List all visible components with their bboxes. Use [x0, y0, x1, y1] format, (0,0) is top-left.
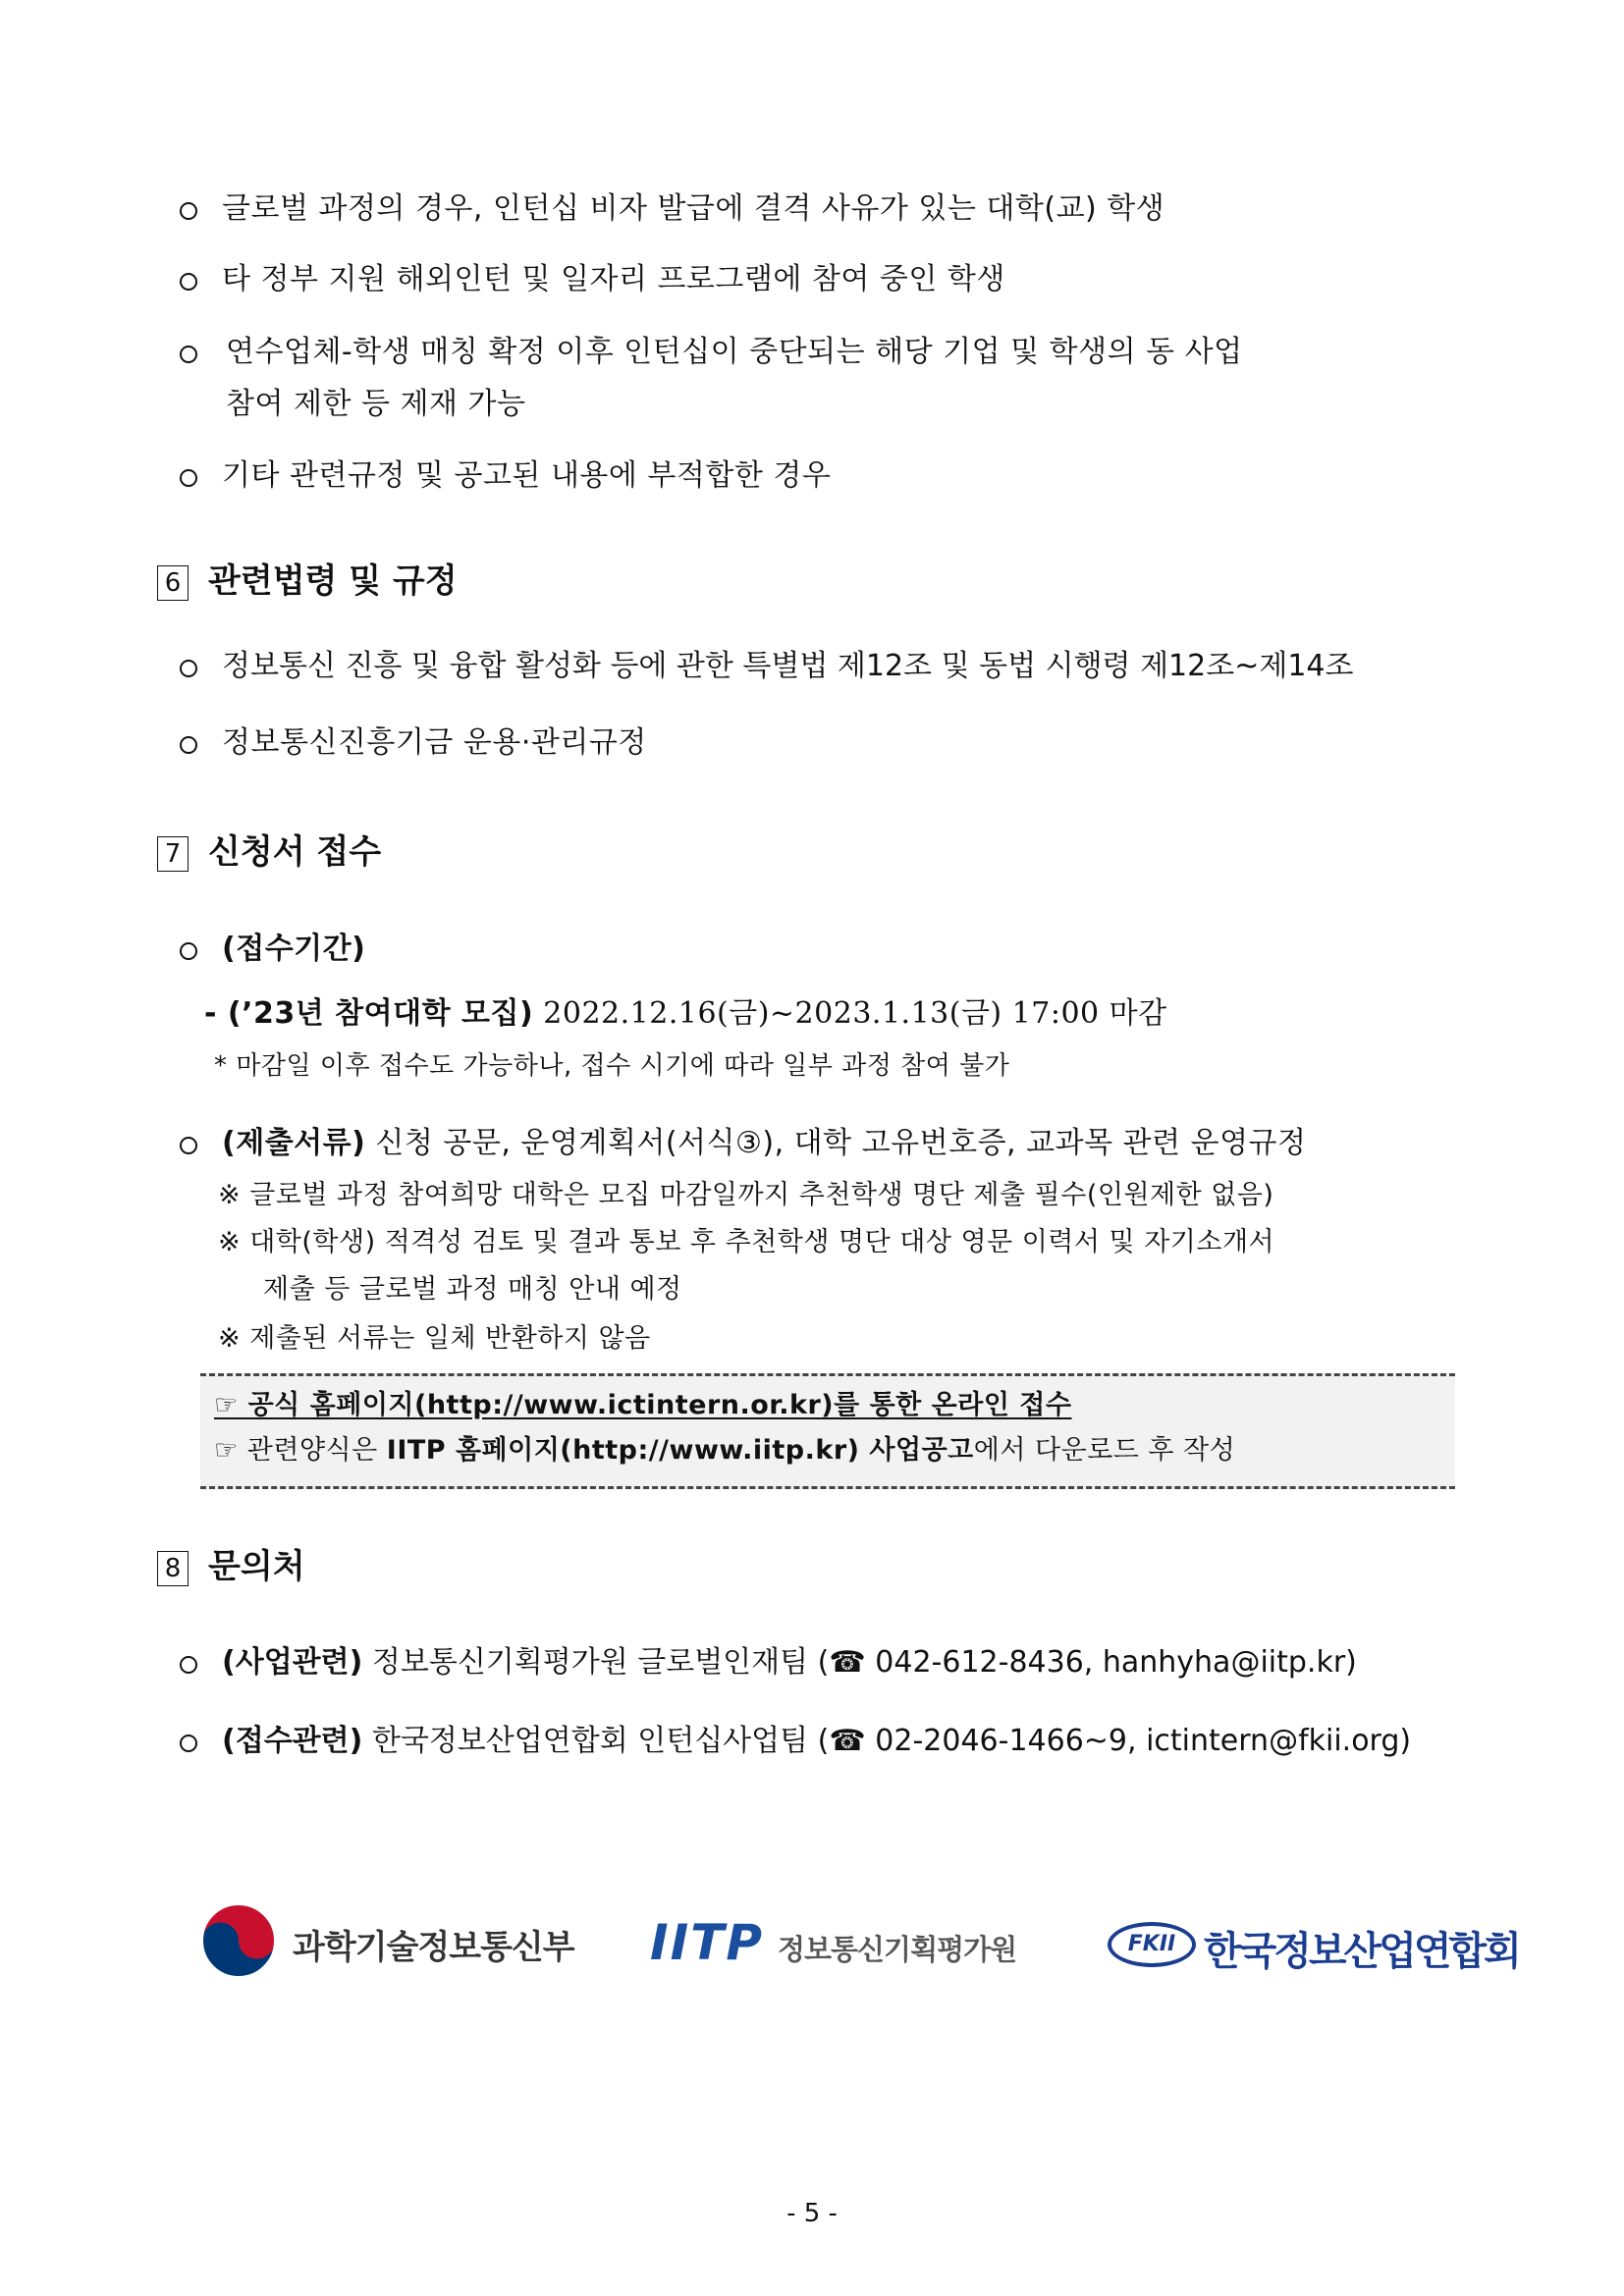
iitp-logo: [650, 1914, 1043, 1973]
contact-value: 한국정보산업연합회 인턴십사업팀 (☎ 02-2046-1466~9, ictintern@fkii.org): [371, 1724, 1412, 1758]
regulation-item: 정보통신 진흥 및 융합 활성화 등에 관한 특별법 제12조 및 동법 시행령 제12조~제14조: [222, 649, 1354, 683]
submission-note-continuation: 제출 등 글로벌 과정 매칭 안내 예정: [263, 1274, 682, 1305]
regulation-item: 정보통신진흥기금 운용·관리규정: [222, 725, 647, 760]
page-number: - 5 -: [786, 2199, 838, 2228]
msit-logo: [200, 1902, 583, 1981]
bullet-icon: [180, 1137, 197, 1154]
iitp-name: 정보통신기획평가원: [778, 1933, 1017, 1966]
fkii-name: 한국정보산업연합회: [1204, 1929, 1519, 1974]
fkii-mark-badge: [1108, 1922, 1196, 1967]
bullet-icon: [180, 1656, 197, 1674]
msit-emblem-icon: [200, 1902, 277, 1979]
period-sub-value: 2022.12.16(금)~2023.1.13(금) 17:00 마감: [543, 996, 1167, 1031]
period-sub: [204, 994, 1167, 1034]
iitp-mark: IITP: [650, 1914, 764, 1971]
notice-forms-suffix: 에서 다운로드 후 작성: [973, 1435, 1236, 1466]
docs-value: 신청 공문, 운영계획서(서식③), 대학 고유번호증, 교과목 관련 운영규정: [375, 1126, 1307, 1160]
contact-item: [222, 1722, 1411, 1761]
bullet-icon: [180, 273, 197, 291]
submission-note: ※ 대학(학생) 적격성 검토 및 결과 통보 후 추천학생 명단 대상 영문 이력서 및 자기소개서: [218, 1227, 1275, 1257]
section-title: 신청서 접수: [208, 832, 382, 872]
contact-label: (접수관련): [222, 1724, 363, 1758]
docs-line: [222, 1124, 1307, 1163]
exclusion-item: 연수업체-학생 매칭 확정 이후 인턴십이 중단되는 해당 기업 및 학생의 동 사업: [226, 335, 1243, 369]
fkii-mark: FKII: [1127, 1932, 1176, 1956]
contact-item: [222, 1643, 1357, 1682]
notice-forms-prefix: ☞ 관련양식은: [214, 1435, 387, 1466]
notice-forms: [214, 1431, 1235, 1470]
contact-label: (사업관련): [222, 1645, 363, 1680]
section-number: 6: [157, 565, 189, 601]
msit-name: 과학기술정보통신부: [293, 1928, 574, 1967]
section-title: 문의처: [208, 1547, 305, 1586]
exclusion-item: 타 정부 지원 해외인턴 및 일자리 프로그램에 참여 중인 학생: [222, 262, 1005, 296]
notice-online-text: ☞ 공식 홈페이지(http://www.ictintern.or.kr)를 통한 온라인 접수: [214, 1390, 1072, 1420]
bullet-icon: [180, 202, 197, 220]
exclusion-item: 기타 관련규정 및 공고된 내용에 부적합한 경우: [222, 458, 832, 493]
period-label: (접수기간): [222, 932, 366, 966]
notice-online: [214, 1386, 1071, 1425]
bullet-icon: [180, 660, 197, 677]
submission-note: ※ 제출된 서류는 일체 반환하지 않음: [218, 1323, 651, 1354]
exclusion-item-continuation: 참여 제한 등 제재 가능: [226, 387, 526, 421]
period-note: * 마감일 이후 접수도 가능하나, 접수 시기에 따라 일부 과정 참여 불가: [214, 1051, 1010, 1081]
notice-forms-link: IITP 홈페이지(http://www.iitp.kr) 사업공고: [386, 1435, 974, 1466]
submission-note: ※ 글로벌 과정 참여희망 대학은 모집 마감일까지 추천학생 명단 제출 필수(인원제한 없음): [218, 1180, 1274, 1210]
section-number: 8: [157, 1551, 189, 1586]
fkii-logo: [1108, 1912, 1519, 1977]
bullet-icon: [180, 736, 197, 754]
bullet-icon: [180, 1735, 197, 1752]
bullet-icon: [180, 942, 197, 960]
docs-label: (제출서류): [222, 1126, 366, 1160]
period-sub-label: - (’23년 참여대학 모집): [204, 996, 534, 1031]
section-title: 관련법령 및 규정: [208, 561, 458, 601]
contact-value: 정보통신기획평가원 글로벌인재팀 (☎ 042-612-8436, hanhyha@iitp.kr): [371, 1645, 1357, 1680]
section-number: 7: [157, 836, 189, 872]
exclusion-item: 글로벌 과정의 경우, 인턴십 비자 발급에 결격 사유가 있는 대학(교) 학생: [222, 191, 1165, 226]
bullet-icon: [180, 469, 197, 487]
bullet-icon: [180, 346, 197, 363]
